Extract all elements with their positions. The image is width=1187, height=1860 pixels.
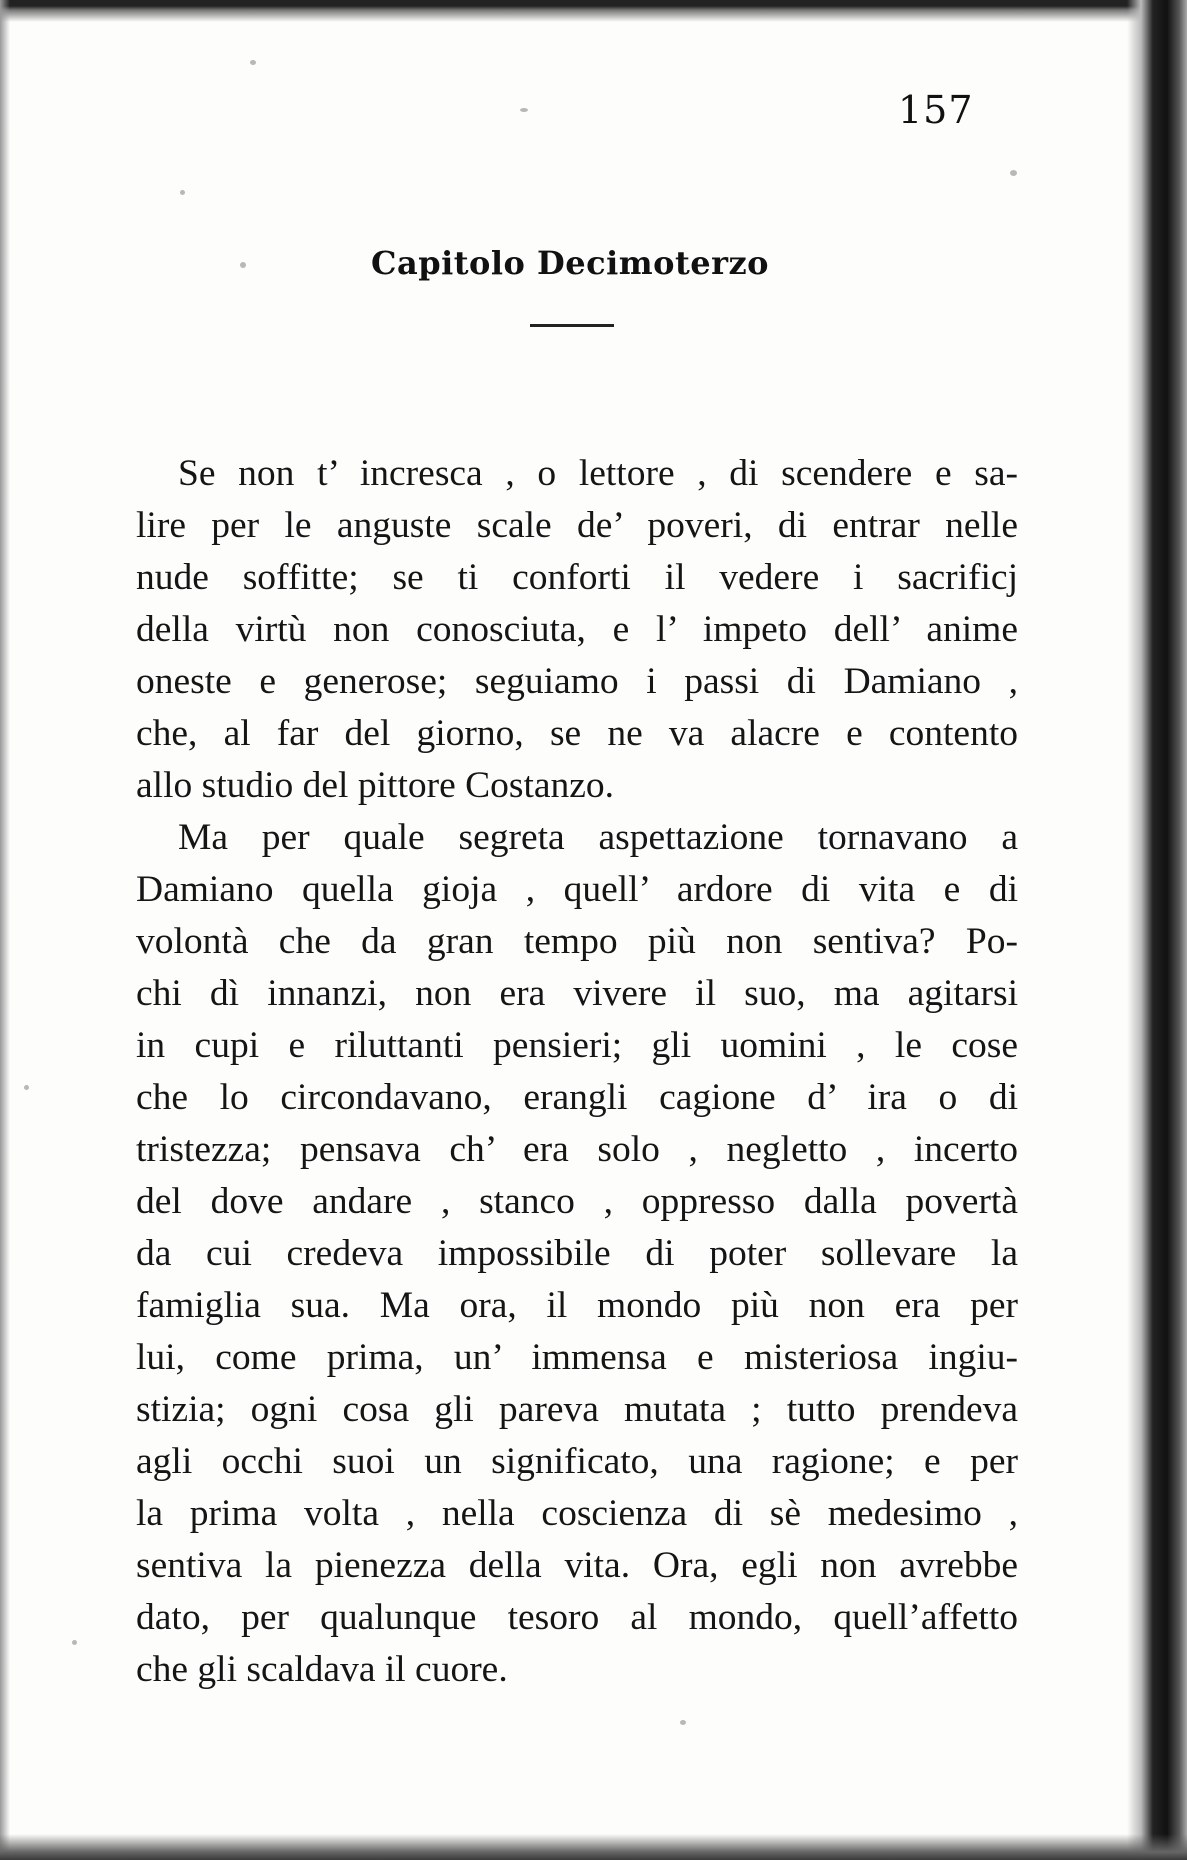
- text-line: del dove andare , stanco , oppresso dalla povertà: [136, 1181, 1018, 1222]
- text-line: che lo circondavano, erangli cagione d’ ira o di: [136, 1077, 1018, 1118]
- scan-edge-top: [0, 0, 1187, 22]
- text-line: da cui credeva impossibile di poter sollevare la: [136, 1233, 1018, 1274]
- scan-speck: [1010, 170, 1017, 176]
- text-line: agli occhi suoi un significato, una ragione; e per: [136, 1441, 1018, 1482]
- text-line: allo studio del pittore Costanzo.: [136, 765, 615, 806]
- scan-speck: [520, 108, 528, 112]
- text-line: famiglia sua. Ma ora, il mondo più non era per: [136, 1285, 1018, 1326]
- scan-speck: [180, 190, 185, 195]
- scan-speck: [72, 1640, 77, 1645]
- scan-edge-left: [0, 0, 10, 1860]
- scan-edge-right: [1127, 0, 1187, 1860]
- text-line: che, al far del giorno, se ne va alacre e contento: [136, 713, 1018, 754]
- scan-speck: [250, 60, 256, 65]
- text-line: che gli scaldava il cuore.: [136, 1649, 508, 1690]
- text-line: nude soffitte; se ti conforti il vedere i sacrificj: [136, 557, 1018, 598]
- text-line: Ma per quale segreta aspettazione tornavano a: [178, 817, 1018, 858]
- chapter-title: Capitolo Decimoterzo: [371, 244, 769, 282]
- text-line: Se non t’ incresca , o lettore , di scendere e sa-: [178, 453, 1018, 494]
- text-line: sentiva la pienezza della vita. Ora, egli non avrebbe: [136, 1545, 1018, 1586]
- text-line: la prima volta , nella coscienza di sè medesimo ,: [136, 1493, 1018, 1534]
- scan-speck: [24, 1085, 29, 1090]
- scan-edge-bottom: [0, 1834, 1187, 1860]
- page-number: 157: [898, 88, 974, 132]
- text-line: chi dì innanzi, non era vivere il suo, ma agitarsi: [136, 973, 1018, 1014]
- text-line: della virtù non conosciuta, e l’ impeto dell’ anime: [136, 609, 1018, 650]
- text-line: stizia; ogni cosa gli pareva mutata ; tutto prendeva: [136, 1389, 1018, 1430]
- title-rule: [530, 324, 614, 327]
- text-line: tristezza; pensava ch’ era solo , negletto , incerto: [136, 1129, 1018, 1170]
- scan-speck: [680, 1720, 686, 1725]
- text-line: oneste e generose; seguiamo i passi di Damiano ,: [136, 661, 1018, 702]
- body-text: [136, 448, 1018, 1696]
- text-line: lire per le anguste scale de’ poveri, di entrar nelle: [136, 505, 1018, 546]
- text-line: lui, come prima, un’ immensa e misteriosa ingiu-: [136, 1337, 1018, 1378]
- text-line: Damiano quella gioja , quell’ ardore di vita e di: [136, 869, 1018, 910]
- text-line: in cupi e riluttanti pensieri; gli uomini , le cose: [136, 1025, 1018, 1066]
- scan-speck: [240, 262, 246, 268]
- text-line: volontà che da gran tempo più non sentiva? Po-: [136, 921, 1018, 962]
- text-line: dato, per qualunque tesoro al mondo, quell’affetto: [136, 1597, 1018, 1638]
